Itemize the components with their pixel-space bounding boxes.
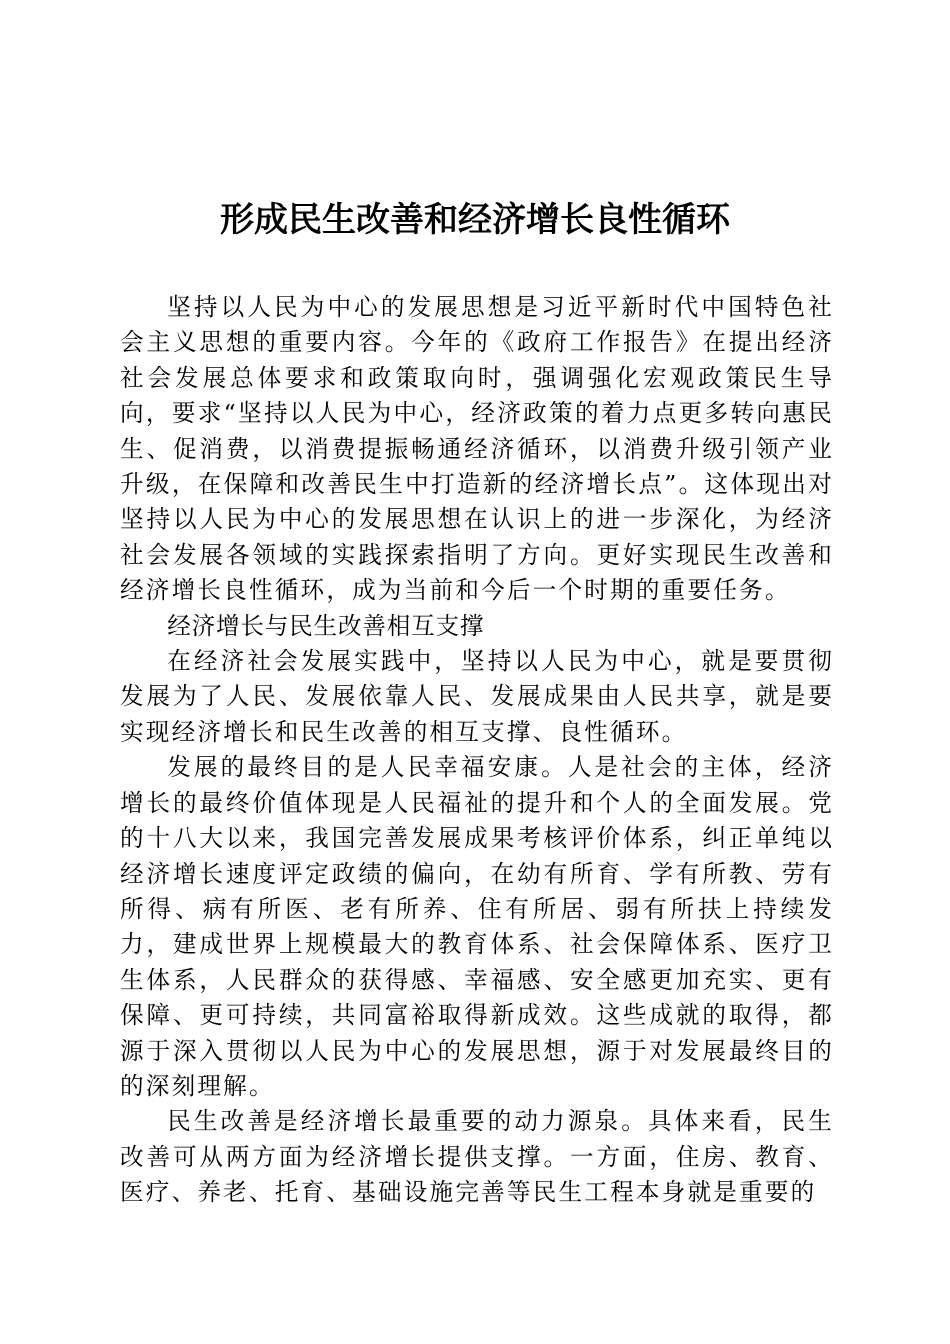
- document-title: 形成民生改善和经济增长良性循环: [220, 200, 730, 240]
- document-body: [120, 290, 834, 1211]
- section-heading: 经济增长与民生改善相互支撑: [167, 611, 485, 640]
- section-paragraph-1: 在经济社会发展实践中，坚持以人民为中心，就是要贯彻发展为了人民、发展依靠人民、发展成果由人民共享，就是要实现经济增长和民生改善的相互支撑、良性循环。: [120, 647, 834, 746]
- section-paragraph-3: 民生改善是经济增长最重要的动力源泉。具体来看，民生改善可从两方面为经济增长提供支撑。一方面，住房、教育、医疗、养老、托育、基础设施完善等民生工程本身就是重要的: [120, 1107, 834, 1207]
- intro-paragraph: 坚持以人民为中心的发展思想是习近平新时代中国特色社会主义思想的重要内容。今年的《政府工作报告》在提出经济社会发展总体要求和政策取向时，强调强化宏观政策民生导向，要求“坚持以人民为中心，经济政策的着力点更多转向惠民生、促消费，以消费提振畅通经济循环，以消费升级引领产业升级，在保障和改善民生中打造新的经济增长点”。这体现出对坚持以人民为中心的发展思想在认识上的进一步深化，为经济社会发展各领域的实践探索指明了方向。更好实现民生改善和经济增长良性循环，成为当前和今后一个时期的重要任务。: [120, 293, 834, 605]
- section-paragraph-2: 发展的最终目的是人民幸福安康。人是社会的主体，经济增长的最终价值体现是人民福祉的提升和个人的全面发展。党的十八大以来，我国完善发展成果考核评价体系，纠正单纯以经济增长速度评定政绩的偏向，在幼有所育、学有所教、劳有所得、病有所医、老有所养、住有所居、弱有所扶上持续发力，建成世界上规模最大的教育体系、社会保障体系、医疗卫生体系，人民群众的获得感、幸福感、安全感更加充实、更有保障、更可持续，共同富裕取得新成效。这些成就的取得，都源于深入贯彻以人民为中心的发展思想，源于对发展最终目的的深刻理解。: [120, 753, 834, 1100]
